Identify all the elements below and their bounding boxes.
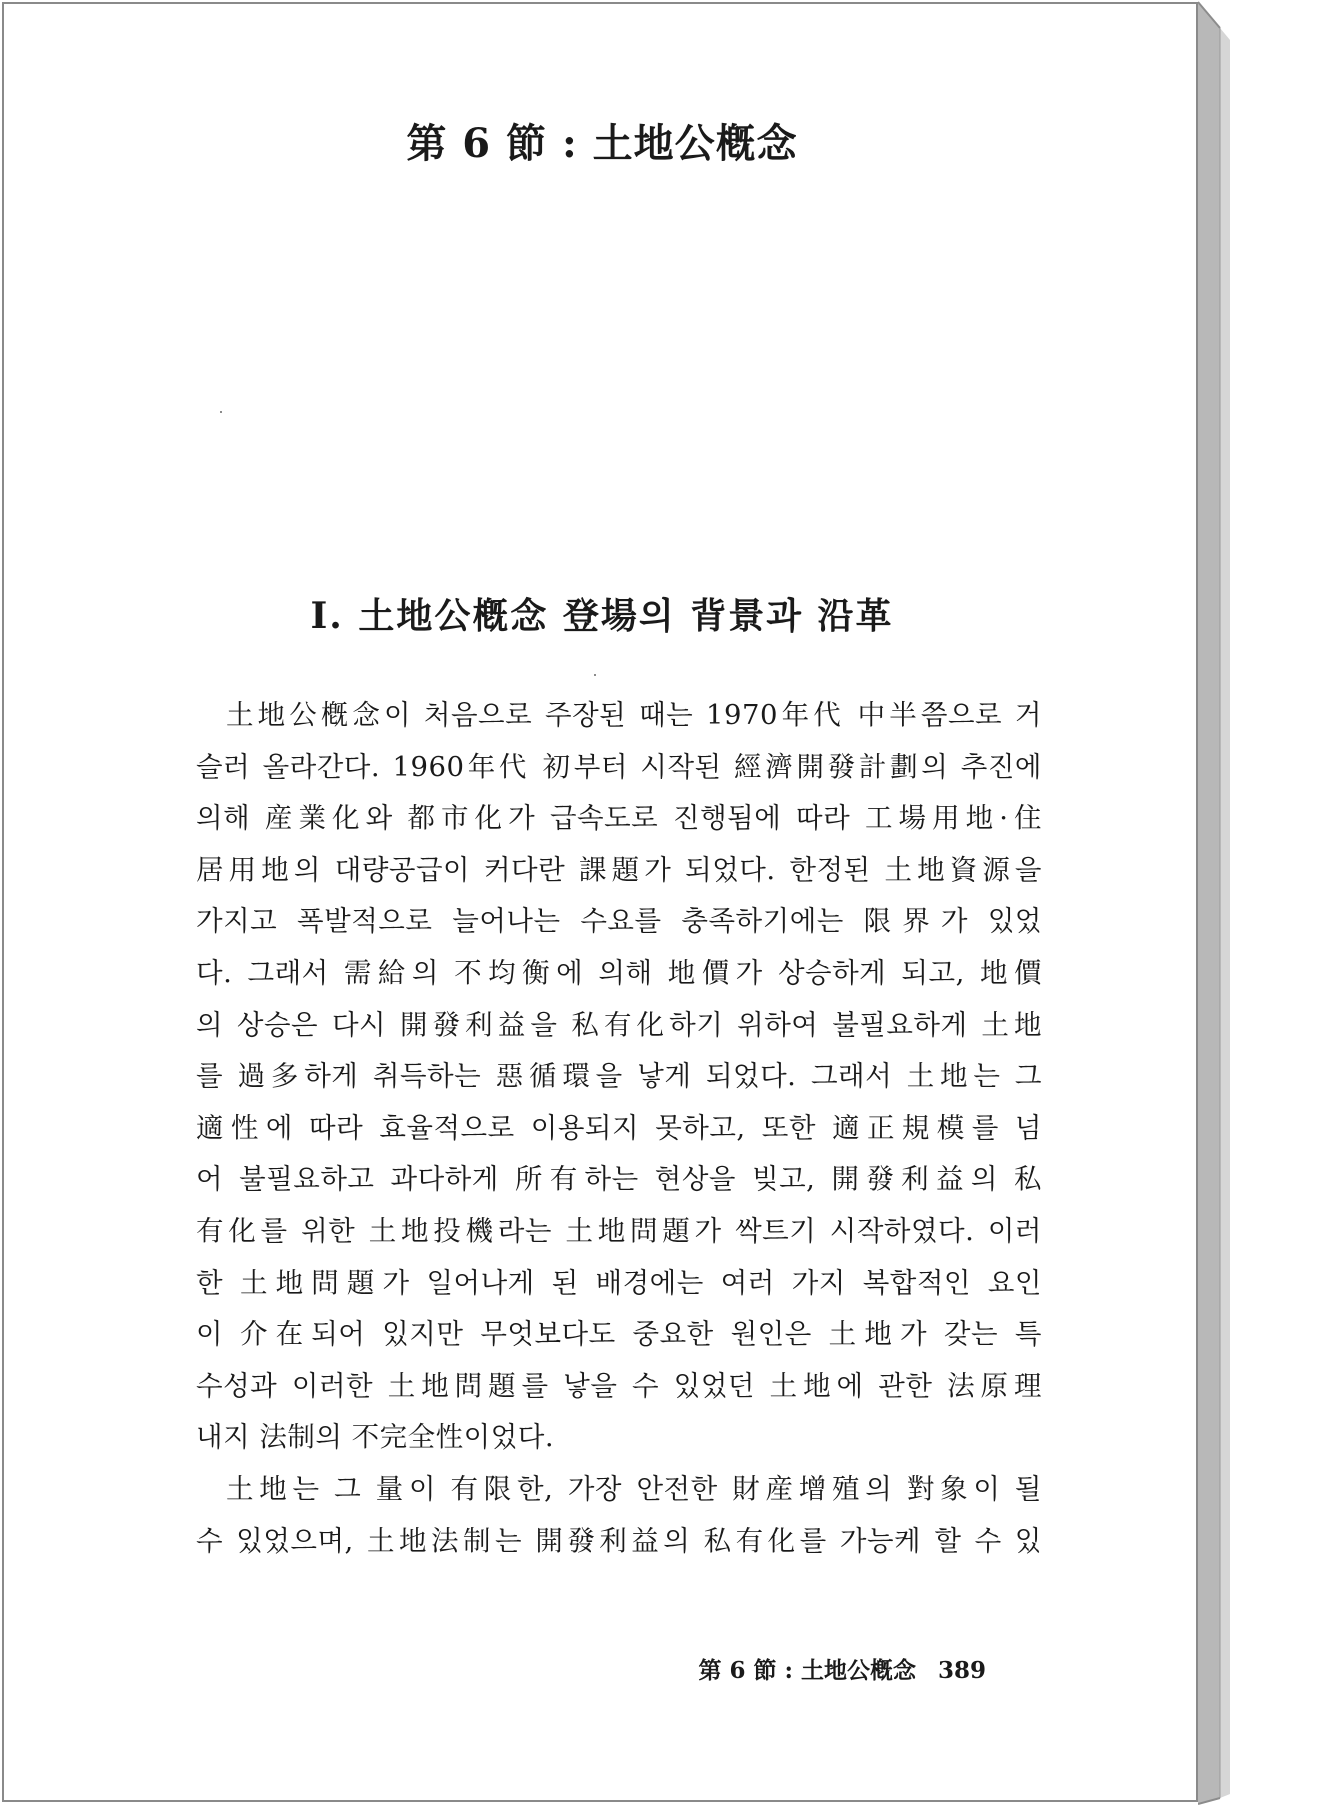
print-speck — [220, 411, 222, 413]
section-heading: Ⅰ. 土地公槪念 登場의 背景과 沿革 — [310, 595, 894, 637]
text-line: 수 있었으며, 土地法制는 開發利益의 私有化를 가능케 할 수 있 — [196, 1524, 1042, 1557]
page-number: 389 — [937, 1657, 986, 1684]
text-line: 居用地의 대량공급이 커다란 課題가 되었다. 한정된 土地資源을 — [196, 853, 1042, 886]
chapter-title: 第 6 節 : 土地公槪念 — [406, 120, 798, 167]
page-edges — [1198, 0, 1238, 1806]
text-line: 를 過多하게 취득하는 惡循環을 낳게 되었다. 그래서 土地는 그 — [196, 1060, 1042, 1093]
text-line: 슬러 올라간다. 1960年代 初부터 시작된 經濟開發計劃의 추진에 — [196, 750, 1042, 783]
text-line: 내지 法制의 不完全性이었다. — [196, 1421, 555, 1454]
running-title: 第 6 節 : 土地公槪念 — [698, 1657, 916, 1684]
body-text — [196, 690, 1042, 1567]
text-line: 가지고 폭발적으로 늘어나는 수요를 충족하기에는 限界가 있었 — [196, 905, 1042, 938]
text-line: 이 介在되어 있지만 무엇보다도 중요한 원인은 土地가 갖는 특 — [196, 1318, 1042, 1351]
text-line: 수성과 이러한 土地問題를 낳을 수 있었던 土地에 관한 法原理 — [196, 1369, 1042, 1402]
text-line: 土地公槪念이 처음으로 주장된 때는 1970年代 中半쯤으로 거 — [226, 699, 1042, 731]
book-page — [2, 2, 1198, 1802]
text-line: 의해 産業化와 都市化가 급속도로 진행됨에 따라 工場用地·住 — [196, 802, 1042, 835]
text-line: 의 상승은 다시 開發利益을 私有化하기 위하여 불필요하게 土地 — [196, 1008, 1042, 1041]
text-line: 다. 그래서 需給의 不均衡에 의해 地價가 상승하게 되고, 地價 — [196, 956, 1042, 989]
text-line: 어 불필요하고 과다하게 所有하는 현상을 빚고, 開發利益의 私 — [196, 1163, 1042, 1196]
print-speck — [594, 674, 596, 676]
text-line: 한 土地問題가 일어나게 된 배경에는 여러 가지 복합적인 요인 — [196, 1266, 1042, 1299]
text-line: 適性에 따라 효율적으로 이용되지 못하고, 또한 適正規模를 넘 — [196, 1111, 1042, 1144]
page-footer — [698, 1652, 986, 1685]
text-line: 土地는 그 量이 有限한, 가장 안전한 財産增殖의 對象이 될 — [226, 1472, 1042, 1505]
text-line: 有化를 위한 土地投機라는 土地問題가 싹트기 시작하였다. 이러 — [196, 1214, 1042, 1247]
